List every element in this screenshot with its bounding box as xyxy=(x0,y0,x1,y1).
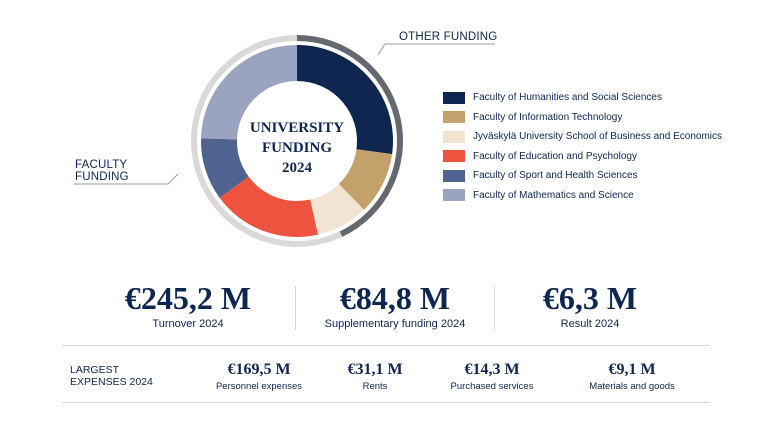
legend-label: Faculty of Humanities and Social Sciences xyxy=(473,92,662,104)
legend-swatch xyxy=(443,111,465,123)
expense-label: Purchased services xyxy=(450,381,534,392)
kpi-result-label: Result 2024 xyxy=(560,318,620,330)
kpi-supplementary-label: Supplementary funding 2024 xyxy=(324,318,466,330)
legend-swatch xyxy=(443,150,465,162)
legend-swatch xyxy=(443,131,465,143)
legend-label: Jyväskylä University School of Business and Economics xyxy=(473,131,722,143)
chart-legend xyxy=(443,88,722,205)
legend-swatch xyxy=(443,170,465,182)
kpi-supplementary-value: €84,8 M xyxy=(339,280,451,316)
legend-label: Faculty of Mathematics and Science xyxy=(473,189,634,201)
largest-expenses-heading xyxy=(70,364,153,388)
center-title-line-1: UNIVERSITY xyxy=(249,120,345,136)
kpi-divider xyxy=(295,286,296,330)
expense-value: €169,5 M xyxy=(227,361,291,378)
kpi-turnover-value: €245,2 M xyxy=(124,280,252,316)
expense-value: €14,3 M xyxy=(464,361,520,378)
legend-item-business-school xyxy=(443,127,722,147)
expense-label: Rents xyxy=(362,381,388,392)
faculty-funding-label xyxy=(75,159,129,183)
kpi-divider xyxy=(494,286,495,330)
other-funding-label: OTHER FUNDING xyxy=(399,31,498,43)
kpi-turnover-label: Turnover 2024 xyxy=(152,318,224,330)
center-title-line-3: 2024 xyxy=(282,160,312,176)
expense-purchased-services xyxy=(436,360,548,392)
center-title-line-2: FUNDING xyxy=(262,140,332,156)
expense-value: €9,1 M xyxy=(608,361,656,378)
divider-line xyxy=(62,345,710,346)
kpi-result xyxy=(500,280,680,330)
faculty-funding-leader-line-diag xyxy=(168,174,178,184)
expense-rents xyxy=(330,360,420,392)
expense-label: Materials and goods xyxy=(589,381,675,392)
legend-item-education-psychology xyxy=(443,147,722,167)
expense-value: €31,1 M xyxy=(347,361,403,378)
kpi-supplementary-funding xyxy=(300,280,490,330)
expenses-heading-line-2: EXPENSES 2024 xyxy=(70,376,153,388)
expense-label: Personnel expenses xyxy=(215,381,303,392)
legend-swatch xyxy=(443,189,465,201)
expense-personnel xyxy=(200,360,318,392)
divider-line xyxy=(62,402,710,403)
legend-label: Faculty of Education and Psychology xyxy=(473,150,637,162)
legend-swatch xyxy=(443,92,465,104)
legend-item-humanities xyxy=(443,88,722,108)
legend-item-mathematics-science xyxy=(443,186,722,206)
legend-label: Faculty of Sport and Health Sciences xyxy=(473,170,638,182)
expense-materials-goods xyxy=(576,360,688,392)
expenses-heading-line-1: LARGEST xyxy=(70,364,120,376)
legend-item-sport-health xyxy=(443,166,722,186)
faculty-funding-label-line-1: FACULTY xyxy=(75,159,128,171)
legend-item-information-technology xyxy=(443,108,722,128)
faculty-funding-label-line-2: FUNDING xyxy=(75,171,129,183)
kpi-result-value: €6,3 M xyxy=(542,280,638,316)
chart-center-title xyxy=(238,118,356,178)
legend-label: Faculty of Information Technology xyxy=(473,111,623,123)
kpi-turnover xyxy=(98,280,278,330)
other-funding-leader-line xyxy=(378,44,385,55)
